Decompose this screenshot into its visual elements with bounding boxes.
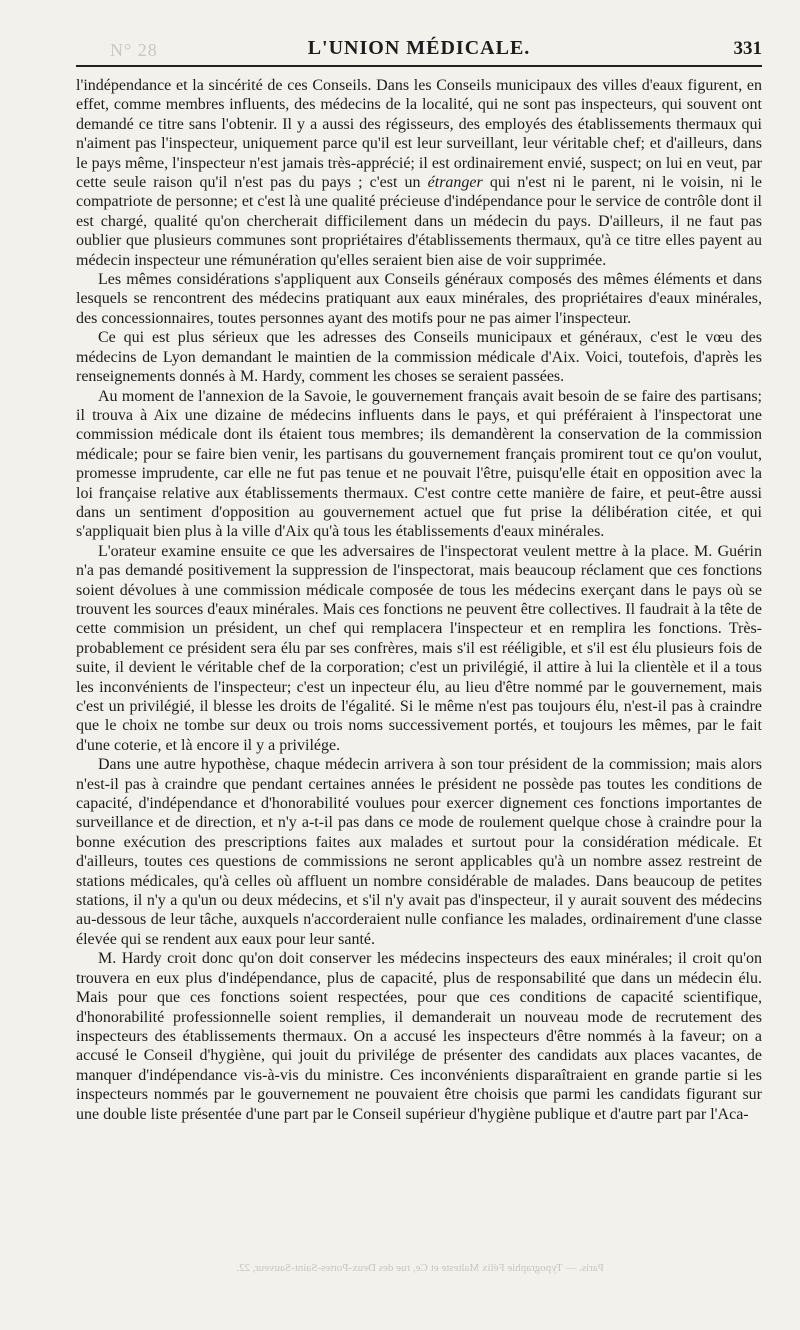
paragraph: L'orateur examine ensuite ce que les adversaires de l'inspectorat veulent mettre à la place. M. Guérin n'a pas demandé positivement la suppression de l'inspectorat, mais beaucoup réclament que ces fonctions soient dévolues à une commission médicale composée de tous les médecins exerçant dans le pays où se trouvent les sources d'eaux minérales. Mais ces fonctions ne peuvent être collectives. Il faudrait à la tête de cette commision un président, un chef qui remplacera l'inspecteur et en remplira les fonctions. Très-probablement ce président sera élu par ses confrères, mais s'il est rééligible, et s'il est élu plusieurs fois de suite, il devient le véritable chef de la corporation; c'est un privilégié, il attire à lui la clientèle et il a tous les inconvénients de l'inspecteur; c'est un inpecteur élu, au lieu d'être nommé par le gouvernement, mais c'est un privilégié, il blesse les droits de l'égalité. Si le même n'est pas toujours élu, n'est-il pas à craindre que le choix ne tombe sur deux ou trois noms successivement portés, et toujours les mêmes, par le fait d'une coterie, et là encore il y a privilége. [76,542,762,754]
paragraph-text: l'indépendance et la sincérité de ces Conseils. Dans les Conseils municipaux des villes d'eaux figurent, en effet, comme membres influents, des médecins de la localité, qui ne sont pas inspecteurs, qui souvent ont demandé ce titre sans l'obtenir. Il y a aussi des régisseurs, des employés des établissements thermaux qui n'aiment pas l'inspecteur, uniquement parce qu'il est leur surveillant, leur véritable chef; et d'ailleurs, dans le pays même, l'inspecteur n'est jamais très-apprécié; il est ordinairement envié, suspect; on lui en veut, par cette seule raison qu'il n'est pas du pays ; c'est un [76,77,762,192]
paragraph: Ce qui est plus sérieux que les adresses des Conseils municipaux et généraux, c'est le vœu des médecins de Lyon demandant le maintien de la commission médicale d'Aix. Voici, toutefois, d'après les renseignements donnés à M. Hardy, comment les choses se seraient passées. [76,329,762,386]
paragraph-text: qui n'est ni le parent, ni le voisin, ni le compatriote de personne; et c'est là une qualité précieuse d'indépendance pour le service de contrôle dont il est chargé, qualité qu'on chercherait difficilement dans un médecin du pays. D'ailleurs, il ne faut pas oublier que plusieurs communes sont propriétaires d'établissements thermaux, qu'à ce titre elles payent au médecin inspecteur une rémunération qu'elles seraient bien aise de voir supprimée. [76,174,762,269]
paragraph [76,76,762,270]
paragraph: Au moment de l'annexion de la Savoie, le gouvernement français avait besoin de se faire des partisans; il trouva à Aix une dizaine de médecins influents dans le pays, et qui préféraient à l'inspectorat une commission médicale dont ils étaient tous membres; ils demandèrent la conservation de la commission médicale; pour se faire bien venir, les partisans du gouvernement français promirent tout ce qu'on voulut, promesse imprudente, car elle ne fut pas tenue et ne pouvait l'être, puisqu'elle était en opposition avec la loi française relative aux établissements thermaux. C'est contre cette manière de faire, et peut-être aussi dans un sentiment d'opposition au gouvernement actuel que fut prise la délibération citée, et qui s'appliquait bien plus à la ville d'Aix qu'à tous les établissements d'eaux minérales. [76,387,762,541]
header-rule [76,65,762,67]
show-through-footer: Paris. — Typographie Félix Malteste et Ce, rue des Deux-Portes-Saint-Sauveur, 22. [236,1262,604,1274]
paragraph: Dans une autre hypothèse, chaque médecin arrivera à son tour président de la commission; mais alors n'est-il pas à craindre que pendant certaines années le président ne possède pas toutes les conditions de capacité, d'indépendance et d'honorabilité voulues pour exercer dignement ces fonctions importantes de surveillance et de direction, et n'y a-t-il pas dans ce mode de roulement quelque chose à craindre pour la bonne exécution des prescriptions faites aux malades et surtout pour la considération médicale. Et d'ailleurs, toutes ces questions de commissions ne seront applicables qu'à un nombre assez restreint de stations médicales, qu'à celles où affluent un nombre considérable de malades. Dans beaucoup de petites stations, il n'y a qu'un ou deux médecins, et s'il n'y avait pas d'inspecteur, il y aurait souvent des médecins au-dessous de leur tâche, auxquels n'accorderaient nulle confiance les malades, ordinairement d'une classe élevée qui se rendent aux eaux pour leur santé. [76,756,762,948]
paragraph: Les mêmes considérations s'appliquent aux Conseils généraux composés des mêmes éléments et dans lesquels se rencontrent des médecins pratiquant aux eaux minérales, des propriétaires d'eaux minérales, des concessionnaires, toutes personnes ayant des motifs pour ne pas aimer l'inspecteur. [76,271,762,327]
article-body [76,76,762,1124]
paragraph: M. Hardy croit donc qu'on doit conserver les médecins inspecteurs des eaux minérales; il croit qu'on trouvera en eux plus d'indépendance, plus de capacité, plus de responsabilité que dans un médecin élu. Mais pour que ces fonctions soient respectées, pour que ces conditions de capacité scientifique, d'honorabilité professionnelle soient remplies, il demanderait un nouveau mode de recrutement des inspecteurs des établissements thermaux. On a accusé les inspecteurs d'être nommés à la faveur; on a accusé le Conseil d'hygiène, qui jouit du privilége de présenter des candidats aux places vacantes, de manquer d'indépendance vis-à-vis du ministre. Ces inconvénients disparaîtraient en grande partie si les inspecteurs nommés par le gouvernement ne pouvaient être choisis que parmi les candidats figurant sur une double liste présentée d'une part par le Conseil supérieur d'hygiène publique et d'autre part par l'Aca- [76,950,762,1123]
running-title: L'UNION MÉDICALE. [307,37,531,59]
page-header [76,30,762,62]
folio-mark: N° 28 [110,40,158,60]
emphasis-word: étranger [427,174,483,192]
page-number: 331 [733,38,762,59]
